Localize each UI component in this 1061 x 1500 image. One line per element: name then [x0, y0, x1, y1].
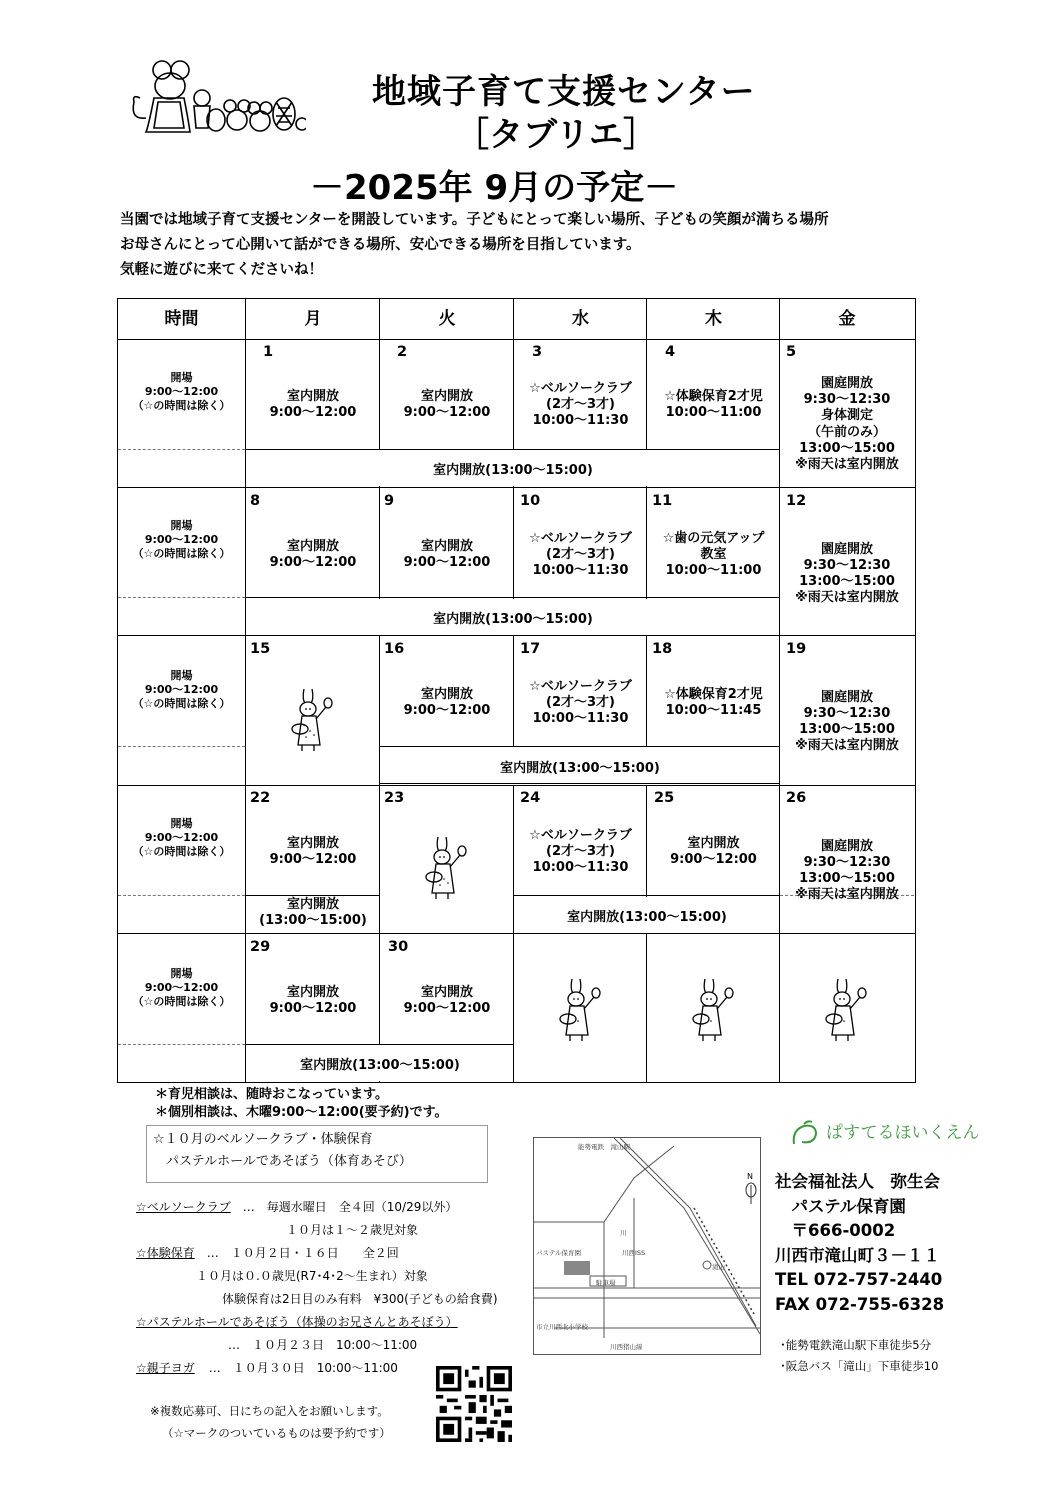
day-number: 15 — [250, 641, 271, 657]
intro-line: お母さんにとって心開いて話ができる場所、安心できる場所を目指しています。 — [120, 237, 641, 253]
activity-line: (13:00～15:00) — [259, 913, 367, 928]
header-monday: 月 — [304, 309, 322, 329]
organization-info — [775, 1170, 944, 1317]
day-number: 29 — [250, 939, 271, 955]
map-label-parking: 駐車場 — [596, 1279, 616, 1287]
grid-line — [246, 597, 780, 598]
activity-line: 9:00～12:00 — [403, 555, 491, 570]
map-label-road: 川西猪山線 — [610, 1343, 643, 1351]
box-line: ☆１０月のベルソークラブ・体験保育 — [153, 1132, 373, 1147]
schedule-text: … １０月２日・１６日 全２回 — [206, 1246, 399, 1260]
grid-line — [118, 339, 915, 340]
activity-line: 教室 — [700, 547, 727, 562]
time-label — [118, 817, 245, 859]
activity-line: 10:00～11:00 — [665, 405, 762, 420]
day-activity — [514, 679, 647, 727]
day-activity — [514, 828, 647, 876]
day-number: 9 — [384, 493, 395, 509]
day-number: 26 — [786, 790, 807, 806]
dashed-line — [118, 746, 245, 747]
time-open: 開場 — [170, 817, 193, 830]
map-label-kawanishi: 川西ISS — [622, 1249, 646, 1257]
schedule-label: ☆親子ヨガ — [136, 1361, 195, 1375]
activity-line: ☆ベルソークラブ — [529, 531, 632, 546]
nursery-logo-text: ぱすてるほいくえん — [826, 1123, 980, 1143]
day-number: 5 — [786, 344, 797, 360]
activity-line: 室内開放 — [420, 985, 473, 1000]
schedule-text: … １０月２３日 10:00～11:00 — [228, 1338, 418, 1352]
box-line: パステルホールであそぼう（体育あそび） — [153, 1154, 412, 1169]
day-number: 30 — [388, 939, 409, 955]
grid-line — [246, 933, 780, 934]
time-note: （☆の時間は除く） — [132, 995, 231, 1008]
activity-line: 身体測定 — [820, 408, 873, 424]
time-note: （☆の時間は除く） — [132, 547, 231, 560]
day-activity — [514, 531, 647, 579]
activity-line: （午前のみ） — [807, 424, 886, 440]
activity-line: (2才～3才) — [546, 844, 615, 859]
dashed-line — [118, 449, 245, 450]
day-number: 2 — [397, 344, 408, 360]
qr-code[interactable] — [436, 1366, 512, 1442]
activity-line: 9:30～12:30 — [803, 392, 891, 408]
afternoon-open: 室内開放(13:00～15:00) — [500, 761, 660, 776]
day-activity — [647, 389, 780, 421]
activity-line: 室内開放 — [420, 389, 473, 404]
activity-line: (2才～3才) — [546, 547, 615, 562]
org-phone: TEL 072-757-2440 — [775, 1270, 943, 1289]
day-number: 4 — [665, 344, 676, 360]
day-number: 23 — [384, 790, 405, 806]
activity-line: 10:00～11:30 — [532, 860, 629, 875]
access-map — [533, 1137, 761, 1355]
access-line: ･能勢電鉄滝山駅下車徒歩5分 — [780, 1338, 932, 1352]
nursery-marker — [564, 1261, 590, 1275]
schedule-text: … １０月３０日 10:00～11:00 — [208, 1361, 398, 1375]
activity-line: ※雨天は室内開放 — [795, 457, 899, 473]
activity-line: 9:00～12:00 — [269, 555, 357, 570]
header-friday: 金 — [838, 309, 856, 329]
day-number: 3 — [532, 344, 543, 360]
afternoon-open: 室内開放(13:00～15:00) — [433, 612, 593, 627]
activity-line: 10:00～11:30 — [532, 413, 629, 428]
org-line: パステル保育園 — [775, 1196, 906, 1216]
bunny-illustration — [691, 975, 737, 1043]
day-number: 24 — [520, 790, 541, 806]
header-thursday: 木 — [705, 309, 722, 329]
time-open: 開場 — [170, 669, 193, 682]
day-number: 1 — [263, 344, 274, 360]
day-activity — [647, 687, 780, 719]
activity-line: 10:00～11:00 — [665, 563, 762, 578]
activity-line: 9:00～12:00 — [670, 852, 757, 867]
day-number: 19 — [786, 641, 807, 657]
dashed-line — [118, 597, 245, 598]
day-number: 18 — [652, 641, 673, 657]
note-line: ＊個別相談は、木曜9:00～12:00(要予約)です。 — [155, 1105, 448, 1120]
day-number: 17 — [520, 641, 541, 657]
activity-line: 室内開放 — [286, 985, 339, 1000]
dashed-line — [118, 895, 245, 896]
map-label-station: 能勢電鉄 滝山駅 — [578, 1143, 630, 1151]
grid-line — [380, 746, 780, 747]
activity-line: ☆ベルソークラブ — [529, 679, 632, 694]
activity-line: 13:00～15:00 — [799, 722, 895, 737]
afternoon-open: 室内開放(13:00～15:00) — [567, 910, 727, 925]
activity-line: ☆体験保育2才児 — [664, 687, 763, 702]
org-line: 社会福祉法人 弥生会 — [775, 1172, 940, 1191]
activity-line: 室内開放 — [286, 836, 339, 851]
time-label — [118, 967, 245, 1009]
org-fax: FAX 072-755-6328 — [775, 1294, 945, 1314]
time-open: 開場 — [170, 519, 193, 532]
activity-line: ☆体験保育2才児 — [664, 389, 763, 404]
org-line: 川西市滝山町３－１１ — [775, 1245, 940, 1265]
activity-line: (2才～3才) — [546, 397, 615, 412]
day-number: 12 — [786, 493, 807, 509]
activity-line: 室内開放 — [286, 539, 339, 554]
activity-line: 9:30～12:30 — [803, 706, 891, 721]
grid-line — [379, 785, 380, 1083]
october-schedule — [136, 1196, 498, 1380]
time-open: 開場 — [170, 371, 193, 384]
afternoon-open: 室内開放(13:00～15:00) — [433, 463, 593, 478]
bunny-illustration — [824, 975, 870, 1043]
grid-line — [379, 299, 380, 747]
day-activity — [647, 836, 780, 868]
activity-line: 9:00～12:00 — [403, 405, 491, 420]
activity-line: 室内開放 — [420, 687, 473, 702]
schedule-title: －2025年 9月の予定－ — [310, 168, 679, 208]
time-open: 開場 — [170, 967, 193, 980]
reservation-footnotes — [150, 1400, 391, 1444]
grid-line — [118, 487, 915, 488]
activity-line: ※雨天は室内開放 — [795, 887, 899, 902]
grid-line — [246, 449, 780, 450]
activity-line: 9:00～12:00 — [269, 1001, 357, 1016]
time-label — [118, 371, 245, 413]
mouse-mascot-illustration — [128, 58, 306, 136]
footnote-line: ※複数応募可、日にちの記入をお願いします。 — [150, 1404, 389, 1418]
map-label-school: 市立川西北小学校 — [536, 1323, 588, 1331]
day-afternoon — [246, 897, 380, 929]
day-activity — [246, 985, 380, 1017]
center-title: 地域子育て支援センター — [372, 72, 756, 112]
grid-line — [514, 895, 780, 896]
activity-line: 9:00～12:00 — [403, 703, 491, 718]
note-line: ＊育児相談は、随時おこなっています。 — [155, 1087, 388, 1102]
day-activity — [380, 389, 514, 421]
day-activity — [780, 690, 914, 754]
day-activity — [780, 542, 914, 606]
north-arrow-icon — [744, 1182, 758, 1206]
activity-line: (2才～3才) — [546, 695, 615, 710]
bunny-illustration — [558, 975, 604, 1043]
bunny-illustration — [424, 833, 470, 901]
activity-line: 室内開放 — [286, 389, 339, 404]
time-range: 9:00～12:00 — [144, 385, 219, 398]
day-activity — [246, 539, 380, 571]
day-number: 10 — [520, 493, 541, 509]
activity-line: 9:30～12:30 — [803, 855, 891, 870]
activity-line: 室内開放 — [687, 836, 740, 851]
activity-line: 10:00～11:45 — [665, 703, 762, 718]
time-note: （☆の時間は除く） — [132, 845, 231, 858]
header-time: 時間 — [164, 309, 199, 329]
day-activity — [647, 531, 780, 579]
activity-line: 室内開放 — [420, 539, 473, 554]
map-label-nursery: パステル保育園 — [536, 1249, 582, 1257]
time-label — [118, 669, 245, 711]
access-line: ･阪急バス「滝山」下車徒歩10 — [780, 1359, 939, 1373]
schedule-text: … 毎週水曜日 全４回（10/29以外） — [242, 1200, 458, 1214]
grid-line — [380, 783, 780, 784]
schedule-calendar — [117, 298, 916, 1083]
schedule-label: ☆体験保育 — [136, 1246, 195, 1260]
day-number: 16 — [384, 641, 405, 657]
activity-line: 園庭開放 — [820, 690, 873, 705]
intro-line: 気軽に遊びに来てくださいね！ — [120, 262, 323, 278]
time-label — [118, 519, 245, 561]
activity-line: 園庭開放 — [820, 839, 873, 854]
time-range: 9:00～12:00 — [144, 981, 219, 994]
day-number: 22 — [250, 790, 271, 806]
day-activity — [780, 839, 914, 903]
time-range: 9:00～12:00 — [144, 683, 219, 696]
schedule-sub: １０月は１～２歳児対象 — [286, 1223, 419, 1237]
schedule-label: ☆パステルホールであそぼう（体操のお兄さんとあそぼう） — [136, 1315, 458, 1329]
activity-line: 9:00～12:00 — [269, 852, 357, 867]
day-activity — [380, 687, 514, 719]
day-activity — [246, 389, 380, 421]
time-range: 9:00～12:00 — [144, 533, 219, 546]
access-info — [780, 1335, 938, 1377]
day-number: 25 — [654, 790, 675, 806]
activity-line: 10:00～11:30 — [532, 711, 629, 726]
activity-line: 10:00～11:30 — [532, 563, 629, 578]
day-number: 11 — [652, 493, 673, 509]
activity-line: 13:00～15:00 — [799, 574, 895, 589]
grid-line — [118, 635, 915, 636]
header-wednesday: 水 — [572, 309, 589, 329]
header-tuesday: 火 — [438, 309, 456, 329]
activity-line: 13:00～15:00 — [799, 440, 895, 456]
dashed-line — [118, 1044, 245, 1045]
day-activity — [514, 381, 647, 429]
day-activity — [380, 539, 514, 571]
center-subtitle: ［タブリエ］ — [455, 115, 657, 155]
time-note: （☆の時間は除く） — [132, 697, 231, 710]
activity-line: ☆ベルソークラブ — [529, 828, 632, 843]
map-label-takiyama: 滝山 — [712, 1263, 725, 1271]
activity-line: 園庭開放 — [820, 376, 873, 391]
october-events-box — [146, 1125, 488, 1183]
map-label-river: 川 — [620, 1229, 627, 1237]
activity-line: ※雨天は室内開放 — [795, 590, 899, 605]
activity-line: ☆歯の元気アップ — [662, 531, 765, 546]
activity-line: 9:00～12:00 — [269, 405, 357, 420]
north-label: N — [747, 1172, 753, 1181]
grid-line — [246, 1044, 514, 1045]
schedule-sub: １０月は０.０歳児(R7･4･2～生まれ）対象 — [196, 1269, 428, 1283]
grid-line — [246, 895, 380, 896]
leaf-logo-icon — [790, 1120, 820, 1148]
day-number: 8 — [250, 493, 261, 509]
grid-line — [380, 785, 780, 786]
activity-line: ※雨天は室内開放 — [795, 738, 899, 753]
footnote-line: （☆マークのついているものは要予約です） — [162, 1426, 391, 1440]
activity-line: 室内開放 — [286, 897, 339, 912]
org-line: 〒666-0002 — [775, 1221, 896, 1240]
day-activity — [780, 376, 914, 473]
activity-line: 園庭開放 — [820, 542, 873, 557]
activity-line: 9:30～12:30 — [803, 558, 891, 573]
time-range: 9:00～12:00 — [144, 831, 219, 844]
schedule-label: ☆ベルソークラブ — [136, 1200, 231, 1214]
activity-line: 13:00～15:00 — [799, 871, 895, 886]
bunny-illustration — [290, 685, 336, 753]
activity-line: ☆ベルソークラブ — [529, 381, 632, 396]
intro-line: 当園では地域子育て支援センターを開設しています。子どもにとって楽しい場所、子どもの笑顔が満ちる場所 — [120, 212, 829, 228]
day-activity — [380, 985, 514, 1017]
intro-text — [120, 208, 828, 283]
time-note: （☆の時間は除く） — [132, 399, 231, 412]
activity-line: 9:00～12:00 — [403, 1001, 491, 1016]
afternoon-open: 室内開放(13:00～15:00) — [300, 1058, 460, 1073]
schedule-sub: 体験保育は2日目のみ有料 ¥300(子どもの給食費) — [222, 1292, 498, 1306]
consultation-notes — [155, 1086, 448, 1122]
day-activity — [246, 836, 380, 868]
